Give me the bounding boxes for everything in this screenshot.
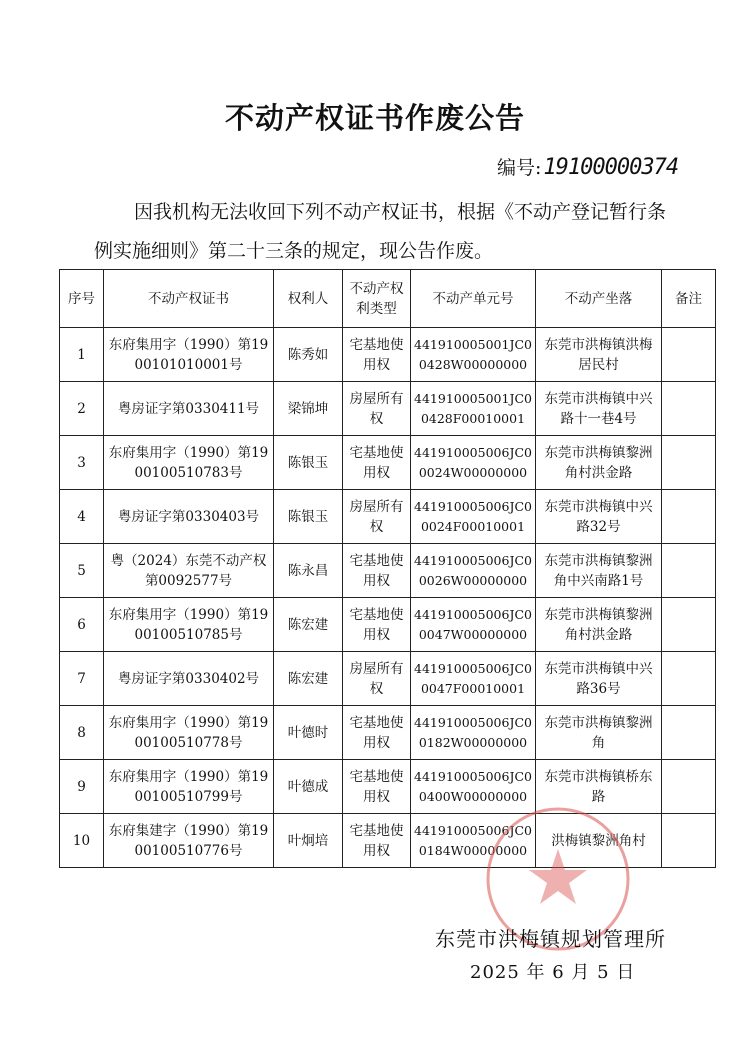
cell-no: 5 (60, 544, 104, 598)
cell-type: 房屋所有权 (343, 490, 411, 544)
issue-date: 2025 年 6 月 5 日 (470, 962, 636, 983)
cell-holder: 叶德时 (274, 706, 343, 760)
cell-location: 洪梅镇黎洲角村 (536, 814, 662, 868)
cell-cert: 东府集用字（1990）第1900100510778号 (104, 706, 274, 760)
cell-remark (662, 544, 716, 598)
cell-location: 东莞市洪梅镇桥东路 (536, 760, 662, 814)
cell-unit: 441910005006JC00400W00000000 (411, 760, 536, 814)
cell-holder: 陈银玉 (274, 490, 343, 544)
cell-location: 东莞市洪梅镇黎洲角村洪金路 (536, 436, 662, 490)
cell-holder: 梁锦坤 (274, 382, 343, 436)
cell-unit: 441910005001JC00428F00010001 (411, 382, 536, 436)
cell-unit: 441910005001JC00428W00000000 (411, 328, 536, 382)
cell-unit: 441910005006JC00184W00000000 (411, 814, 536, 868)
cell-remark (662, 490, 716, 544)
table-row (60, 382, 716, 436)
cell-remark (662, 706, 716, 760)
cell-cert: 东府集建字（1990）第1900100510776号 (104, 814, 274, 868)
cell-cert: 东府集用字（1990）第1900101010001号 (104, 328, 274, 382)
cell-no: 6 (60, 598, 104, 652)
cell-type: 房屋所有权 (343, 382, 411, 436)
header-remark: 备注 (662, 270, 716, 328)
header-holder: 权利人 (274, 270, 343, 328)
table-body (60, 328, 716, 868)
header-location: 不动产坐落 (536, 270, 662, 328)
certificate-table (59, 269, 716, 868)
cell-unit: 441910005006JC00026W00000000 (411, 544, 536, 598)
intro-paragraph: 因我机构无法收回下列不动产权证书，根据《不动产登记暂行条例实施细则》第二十三条的规定，现公告作废。 (94, 201, 667, 262)
cell-holder: 陈永昌 (274, 544, 343, 598)
cell-location: 东莞市洪梅镇中兴路十一巷4号 (536, 382, 662, 436)
cell-type: 宅基地使用权 (343, 328, 411, 382)
table-row (60, 436, 716, 490)
table-row (60, 652, 716, 706)
cell-location: 东莞市洪梅镇黎洲角 (536, 706, 662, 760)
table-row (60, 490, 716, 544)
cell-type: 宅基地使用权 (343, 760, 411, 814)
cell-location: 东莞市洪梅镇洪梅居民村 (536, 328, 662, 382)
cell-type: 宅基地使用权 (343, 598, 411, 652)
cell-remark (662, 436, 716, 490)
cell-type: 房屋所有权 (343, 652, 411, 706)
cell-remark (662, 760, 716, 814)
table-row (60, 706, 716, 760)
cell-location: 东莞市洪梅镇中兴路32号 (536, 490, 662, 544)
cell-type: 宅基地使用权 (343, 436, 411, 490)
header-no: 序号 (60, 270, 104, 328)
header-cert: 不动产权证书 (104, 270, 274, 328)
cell-no: 2 (60, 382, 104, 436)
cell-cert: 东府集用字（1990）第1900100510783号 (104, 436, 274, 490)
serial-number (497, 153, 678, 180)
cell-holder: 叶炯培 (274, 814, 343, 868)
cell-unit: 441910005006JC00182W00000000 (411, 706, 536, 760)
issuing-organization: 东莞市洪梅镇规划管理所 (435, 927, 666, 951)
cell-cert: 粤房证字第0330403号 (104, 490, 274, 544)
cell-remark (662, 652, 716, 706)
cell-no: 10 (60, 814, 104, 868)
cell-unit: 441910005006JC00024F00010001 (411, 490, 536, 544)
serial-label: 编号: (497, 157, 542, 179)
cell-cert: 粤房证字第0330411号 (104, 382, 274, 436)
cell-no: 9 (60, 760, 104, 814)
table-row (60, 598, 716, 652)
cell-holder: 叶德成 (274, 760, 343, 814)
header-type: 不动产权利类型 (343, 270, 411, 328)
cell-type: 宅基地使用权 (343, 814, 411, 868)
table-row (60, 814, 716, 868)
cell-holder: 陈宏建 (274, 652, 343, 706)
cell-no: 3 (60, 436, 104, 490)
cell-no: 4 (60, 490, 104, 544)
cell-no: 1 (60, 328, 104, 382)
header-unit: 不动产单元号 (411, 270, 536, 328)
cell-no: 8 (60, 706, 104, 760)
cell-holder: 陈秀如 (274, 328, 343, 382)
cell-location: 东莞市洪梅镇中兴路36号 (536, 652, 662, 706)
cell-type: 宅基地使用权 (343, 706, 411, 760)
cell-location: 东莞市洪梅镇黎洲角村洪金路 (536, 598, 662, 652)
cell-cert: 东府集用字（1990）第1900100510799号 (104, 760, 274, 814)
cell-cert: 粤（2024）东莞不动产权第0092577号 (104, 544, 274, 598)
page-title: 不动产权证书作废公告 (224, 101, 525, 135)
table-row (60, 328, 716, 382)
cell-remark (662, 382, 716, 436)
cell-type: 宅基地使用权 (343, 544, 411, 598)
cell-cert: 粤房证字第0330402号 (104, 652, 274, 706)
cell-unit: 441910005006JC00047F00010001 (411, 652, 536, 706)
cell-unit: 441910005006JC00047W00000000 (411, 598, 536, 652)
cell-location: 东莞市洪梅镇黎洲角中兴南路1号 (536, 544, 662, 598)
table-header-row (60, 270, 716, 328)
cell-unit: 441910005006JC00024W00000000 (411, 436, 536, 490)
cell-holder: 陈宏建 (274, 598, 343, 652)
cell-no: 7 (60, 652, 104, 706)
cell-cert: 东府集用字（1990）第1900100510785号 (104, 598, 274, 652)
table-row (60, 544, 716, 598)
cell-remark (662, 598, 716, 652)
cell-remark (662, 328, 716, 382)
cell-holder: 陈银玉 (274, 436, 343, 490)
cell-remark (662, 814, 716, 868)
serial-value: 19100000374 (543, 155, 679, 180)
table-row (60, 760, 716, 814)
